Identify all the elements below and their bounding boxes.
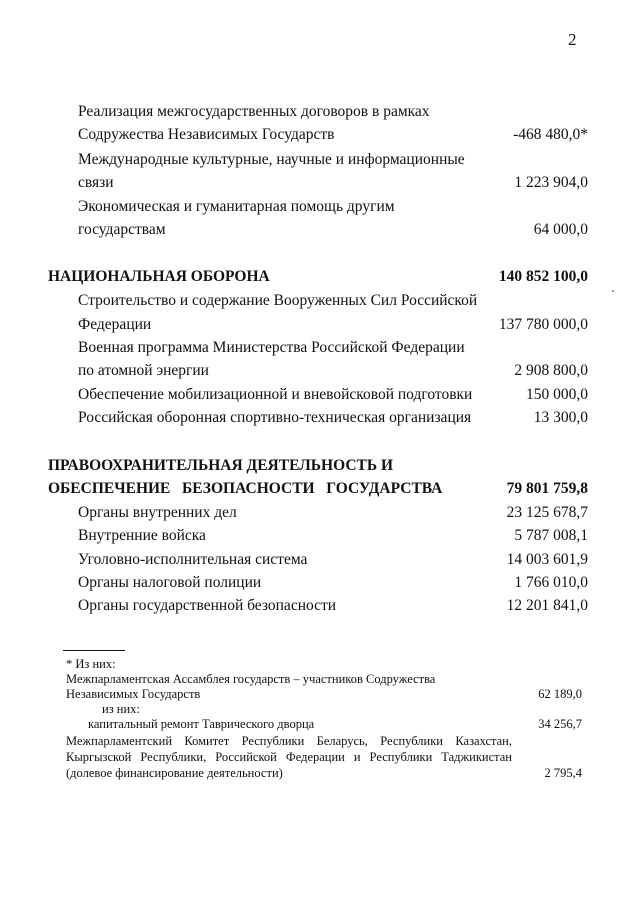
item-label-line2: по атомной энергии (78, 362, 209, 379)
item-value: 150 000,0 (526, 386, 588, 403)
item-label-line1: Реализация межгосударственных договоров в рамках (78, 103, 430, 120)
footnote-rule (63, 650, 125, 651)
item-label-line1: Экономическая и гуманитарная помощь другим (78, 198, 395, 215)
item-value: 13 300,0 (533, 409, 588, 426)
item-value: 1 766 010,0 (514, 574, 588, 591)
section-total-defense: 140 852 100,0 (498, 268, 588, 285)
item-value: 14 003 601,9 (506, 551, 588, 568)
footnote-value: 62 189,0 (538, 687, 582, 701)
footnote-line: Независимых Государств (66, 687, 201, 701)
section-heading-defense: НАЦИОНАЛЬНАЯ ОБОРОНА (48, 268, 270, 285)
item-label-line1: Военная программа Министерства Российской Федерации (78, 339, 465, 356)
page-number: 2 (568, 30, 577, 49)
section-heading-law-line2: ОБЕСПЕЧЕНИЕ БЕЗОПАСНОСТИ ГОСУДАРСТВА (48, 480, 443, 497)
item-label-line2: Федерации (78, 316, 152, 333)
item-label: Органы государственной безопасности (78, 597, 337, 614)
footnote-line: (долевое финансирование деятельности) (66, 766, 283, 780)
item-label: Органы налоговой полиции (78, 574, 262, 591)
item-label: Внутренние войска (78, 527, 206, 544)
footnote-line: из них: (102, 702, 140, 716)
item-value: 23 125 678,7 (506, 504, 588, 521)
item-label-line1: Строительство и содержание Вооруженных Сил Российской (78, 292, 478, 309)
item-value: -468 480,0* (513, 126, 588, 143)
item-value: 2 908 800,0 (514, 362, 588, 379)
item-label: Обеспечение мобилизационной и вневойсковой подготовки (78, 386, 473, 403)
item-value: 64 000,0 (533, 221, 588, 238)
footnote-line: Межпарламентский Комитет Республики Беларусь, Республики Казахстан, (66, 734, 512, 748)
section-heading-law-line1: ПРАВООХРАНИТЕЛЬНАЯ ДЕЯТЕЛЬНОСТЬ И (48, 457, 394, 474)
item-value: 5 787 008,1 (514, 527, 588, 544)
item-value: 12 201 841,0 (506, 597, 588, 614)
footnote-value: 34 256,7 (538, 717, 582, 731)
item-label: Российская оборонная спортивно-техническая организация (78, 409, 472, 426)
scan-speck (612, 290, 614, 292)
footnote-value: 2 795,4 (544, 766, 582, 780)
item-label-line1: Международные культурные, научные и информационные (78, 151, 465, 168)
item-value: 1 223 904,0 (514, 174, 588, 191)
item-label-line2: связи (78, 174, 114, 191)
item-value: 137 780 000,0 (498, 316, 588, 333)
section-total-law: 79 801 759,8 (506, 480, 588, 497)
item-label-line2: Содружества Независимых Государств (78, 126, 335, 143)
footnote-line: капитальный ремонт Таврического дворца (88, 717, 315, 731)
footnote-line: Межпарламентская Ассамблея государств – участников Содружества (66, 672, 436, 686)
item-label: Уголовно-исполнительная система (78, 551, 308, 568)
footnote-line: Кыргызской Республики, Российской Федерации и Республики Таджикистан (66, 750, 512, 764)
footnote-marker: * Из них: (66, 657, 116, 671)
item-label-line2: государствам (78, 221, 166, 238)
item-label: Органы внутренних дел (78, 504, 237, 521)
